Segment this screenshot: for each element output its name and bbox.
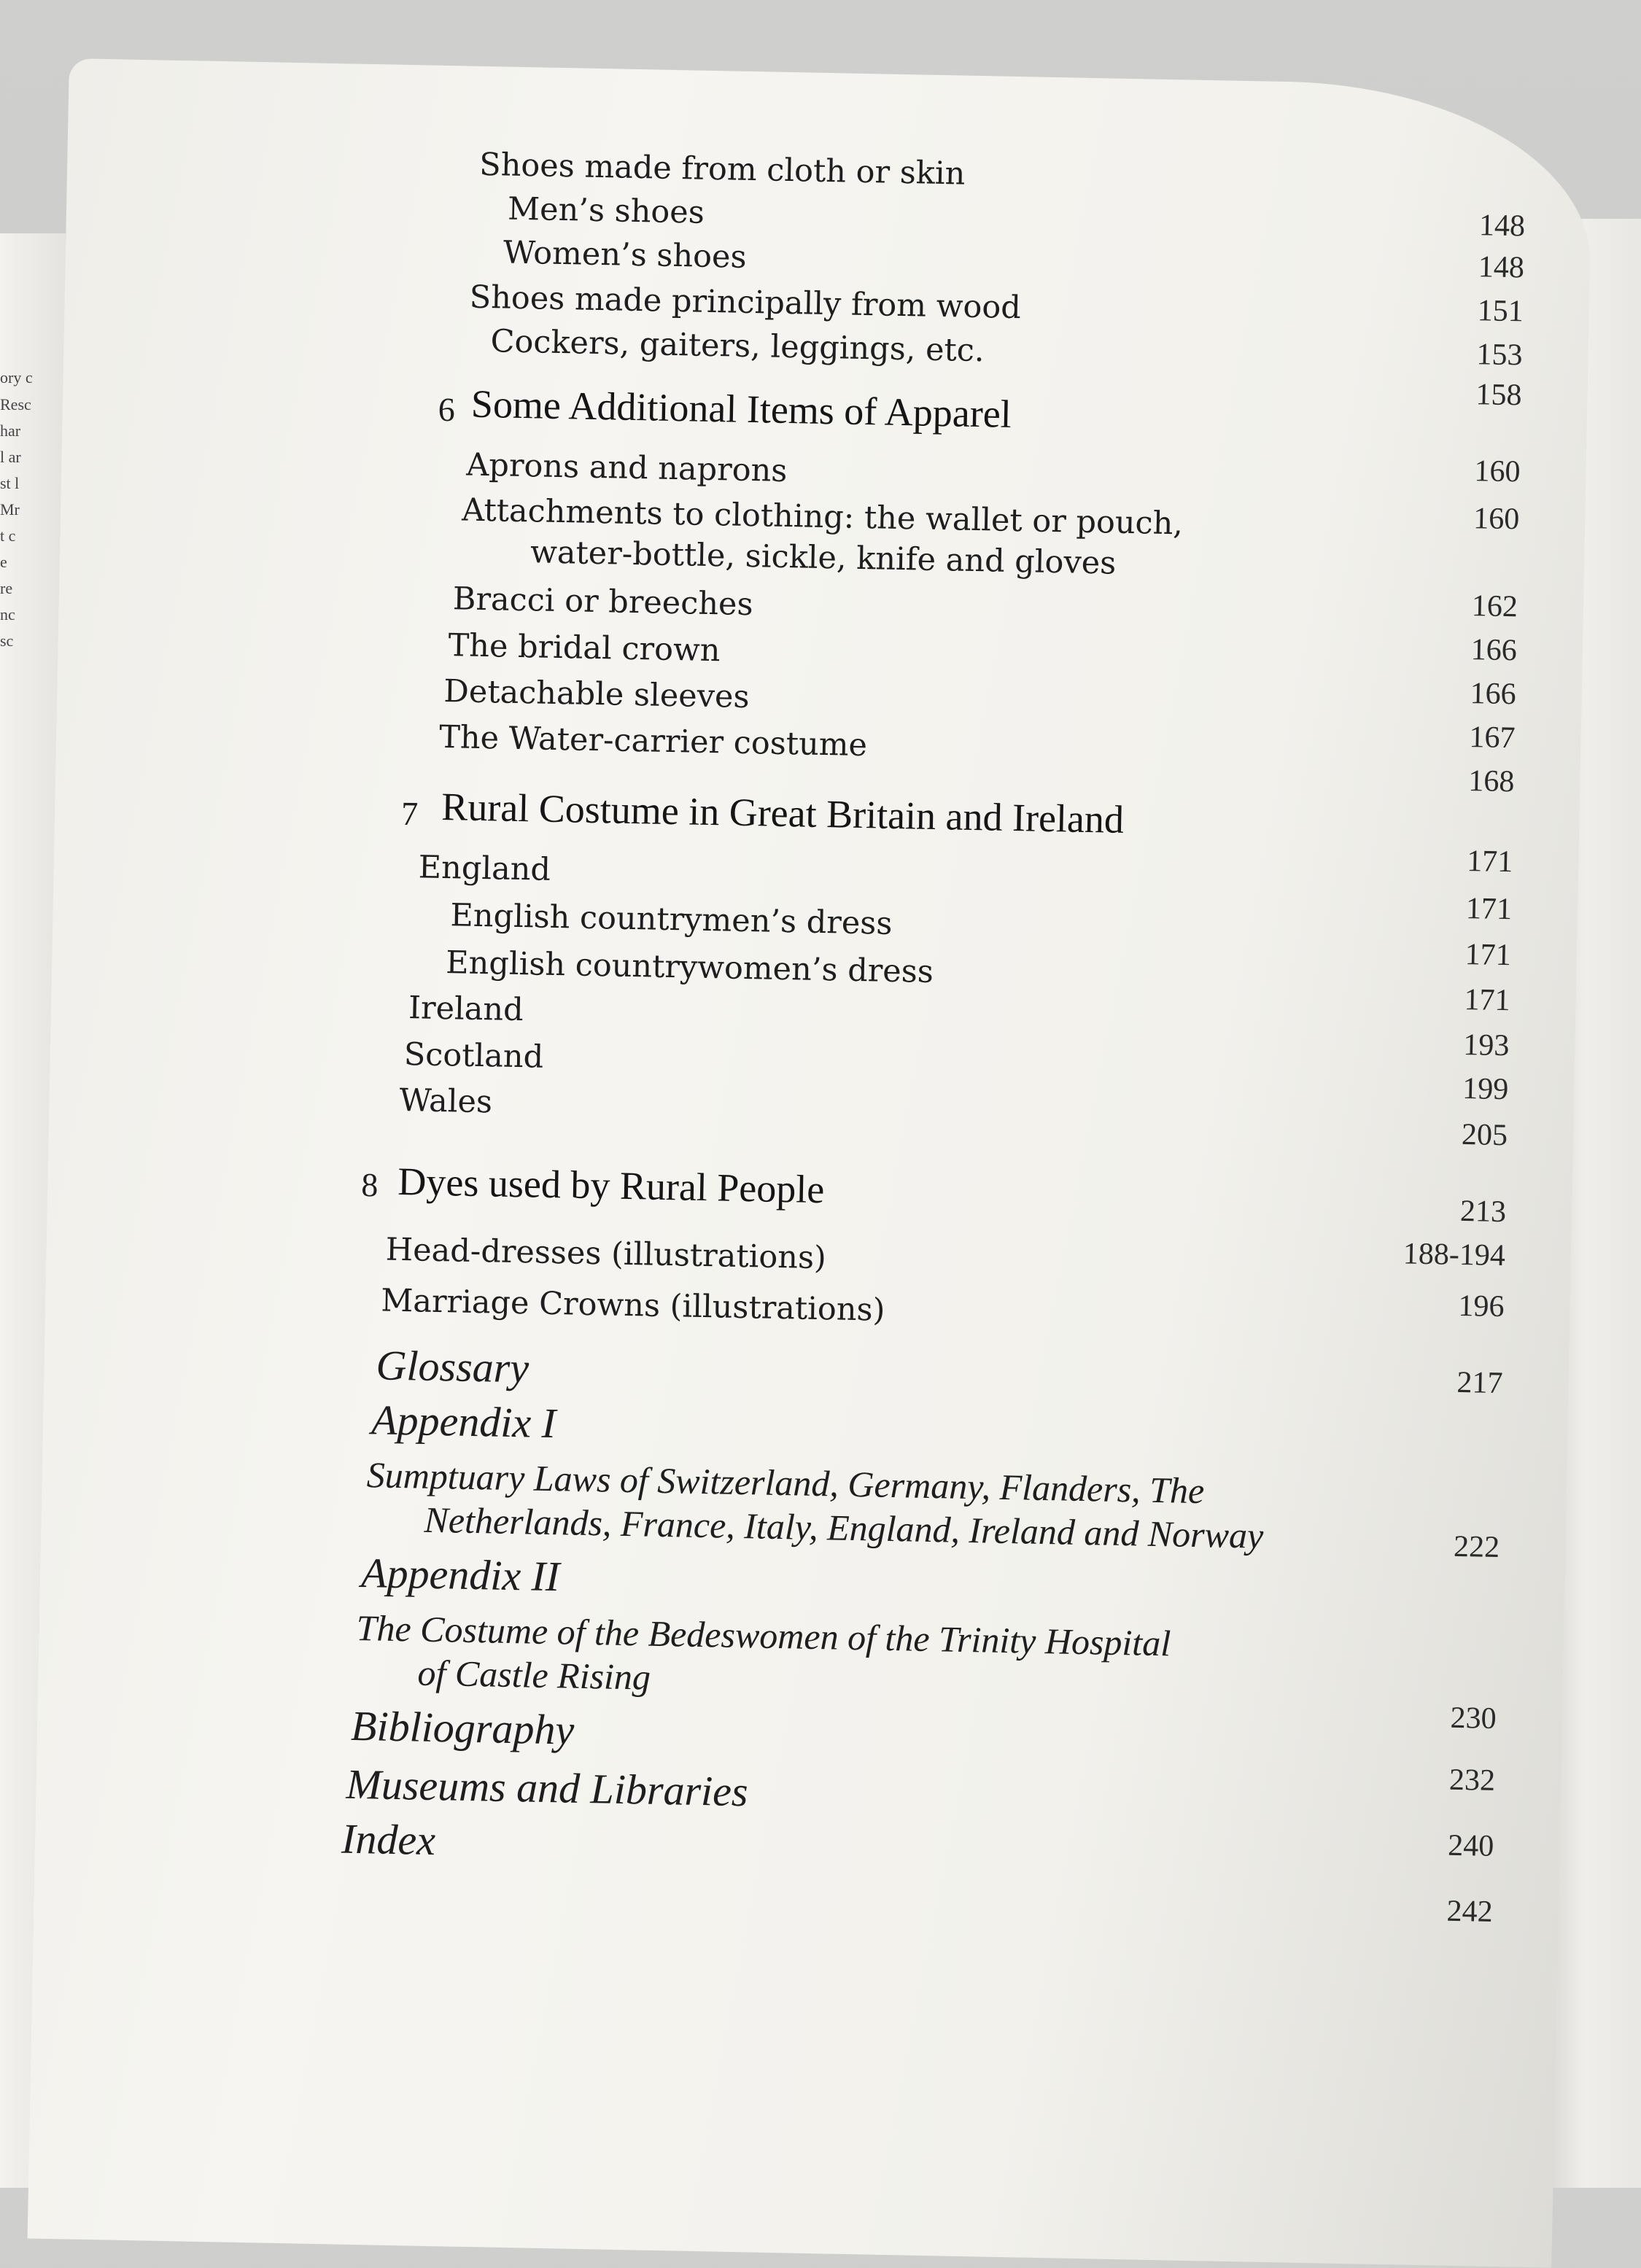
toc-entry: Cockers, gaiters, leggings, etc. [490,323,985,370]
left-page-fragment: l ar [0,448,21,466]
left-page-fragment: Resc [0,395,31,413]
page-number: 160 [1473,502,1520,537]
toc-entry: Index [341,1814,436,1865]
page-number: 158 [1475,378,1522,413]
page-number: 193 [1462,1028,1510,1063]
left-page-fragment: t c [0,527,16,545]
toc-entry: The bridal crown [448,627,721,669]
toc-entry: Shoes made from cloth or skin [478,146,966,193]
toc-entry: Appendix II [360,1549,560,1601]
toc-entry: Scotland [403,1036,544,1076]
page-number: 222 [1453,1529,1500,1565]
left-page-fragment: Mr [0,500,20,519]
toc-entry: Detachable sleeves [443,673,750,716]
appendix-subtitle: The Costume of the Bedeswomen of the Trinity Hospital [356,1607,1171,1664]
page-number: 188-194 [1403,1237,1506,1273]
page-number: 240 [1447,1828,1494,1863]
table-of-contents [28,58,1594,2268]
page-number: 153 [1476,338,1523,373]
page-number: 171 [1465,891,1513,927]
left-page-fragment: re [0,579,13,597]
page-number: 160 [1474,454,1521,489]
toc-entry: Bibliography [350,1701,575,1754]
toc-entry: Shoes made principally from wood [469,279,1022,327]
left-page-fragment: st l [0,474,20,492]
toc-entry: England [418,849,551,888]
page-number: 148 [1478,209,1526,244]
toc-entry: Wales [399,1081,493,1121]
toc-entry: English countrywomen’s dress [445,944,934,990]
toc-entry: water-bottle, sickle, knife and gloves [529,534,1117,582]
book-page [28,58,1594,2268]
page-number: 196 [1458,1289,1505,1324]
toc-entry: Attachments to clothing: the wallet or pouch, [461,492,1184,543]
left-page-fragment: e [0,553,7,571]
toc-entry: Head-dresses (illustrations) [385,1231,827,1277]
left-page-fragment: nc [0,605,15,624]
toc-entry: Women’s shoes [503,234,748,276]
chapter-title: Rural Costume in Great Britain and Ireland [441,784,1125,842]
page-number: 171 [1466,844,1513,879]
page-number: 217 [1456,1365,1503,1401]
appendix-subtitle: of Castle Rising [417,1652,651,1698]
toc-entry: Ireland [408,990,524,1029]
page-number: 168 [1467,764,1515,799]
left-page-fragment: ory c [0,368,33,387]
page-number: 162 [1471,589,1518,624]
toc-entry: Aprons and naprons [465,446,788,489]
toc-entry: Bracci or breeches [452,580,754,624]
page-number: 171 [1465,937,1512,973]
page-number: 205 [1461,1117,1508,1153]
toc-entry: Museums and Libraries [346,1760,749,1816]
page-number: 230 [1450,1701,1497,1736]
toc-entry: The Water-carrier costume [438,718,868,764]
chapter-number: 7 [400,794,419,833]
page-number: 167 [1469,721,1516,756]
page-number: 151 [1477,294,1524,329]
left-page-fragment: sc [0,632,14,650]
toc-entry: Men’s shoes [507,190,705,231]
appendix-subtitle: Sumptuary Laws of Switzerland, Germany, Flanders, The [366,1454,1205,1512]
page-number: 213 [1459,1194,1507,1230]
toc-entry: English countrymen’s dress [450,897,893,942]
page-number: 166 [1470,633,1518,668]
page-number: 242 [1446,1894,1494,1929]
left-page-fragment: har [0,422,21,440]
chapter-title: Some Additional Items of Apparel [470,381,1012,436]
toc-entry: Appendix I [371,1396,556,1448]
chapter-number: 6 [438,390,456,429]
appendix-subtitle: Netherlands, France, Italy, England, Ireland and Norway [424,1499,1264,1556]
page-number: 199 [1462,1071,1509,1107]
page-number: 148 [1478,250,1525,285]
chapter-number: 8 [360,1165,379,1204]
toc-entry: Marriage Crowns (illustrations) [380,1282,885,1329]
page-number: 171 [1464,982,1510,1018]
page-number: 166 [1470,677,1517,712]
page-number: 232 [1448,1763,1496,1798]
toc-entry: Glossary [376,1341,529,1392]
chapter-title: Dyes used by Rural People [397,1159,825,1212]
